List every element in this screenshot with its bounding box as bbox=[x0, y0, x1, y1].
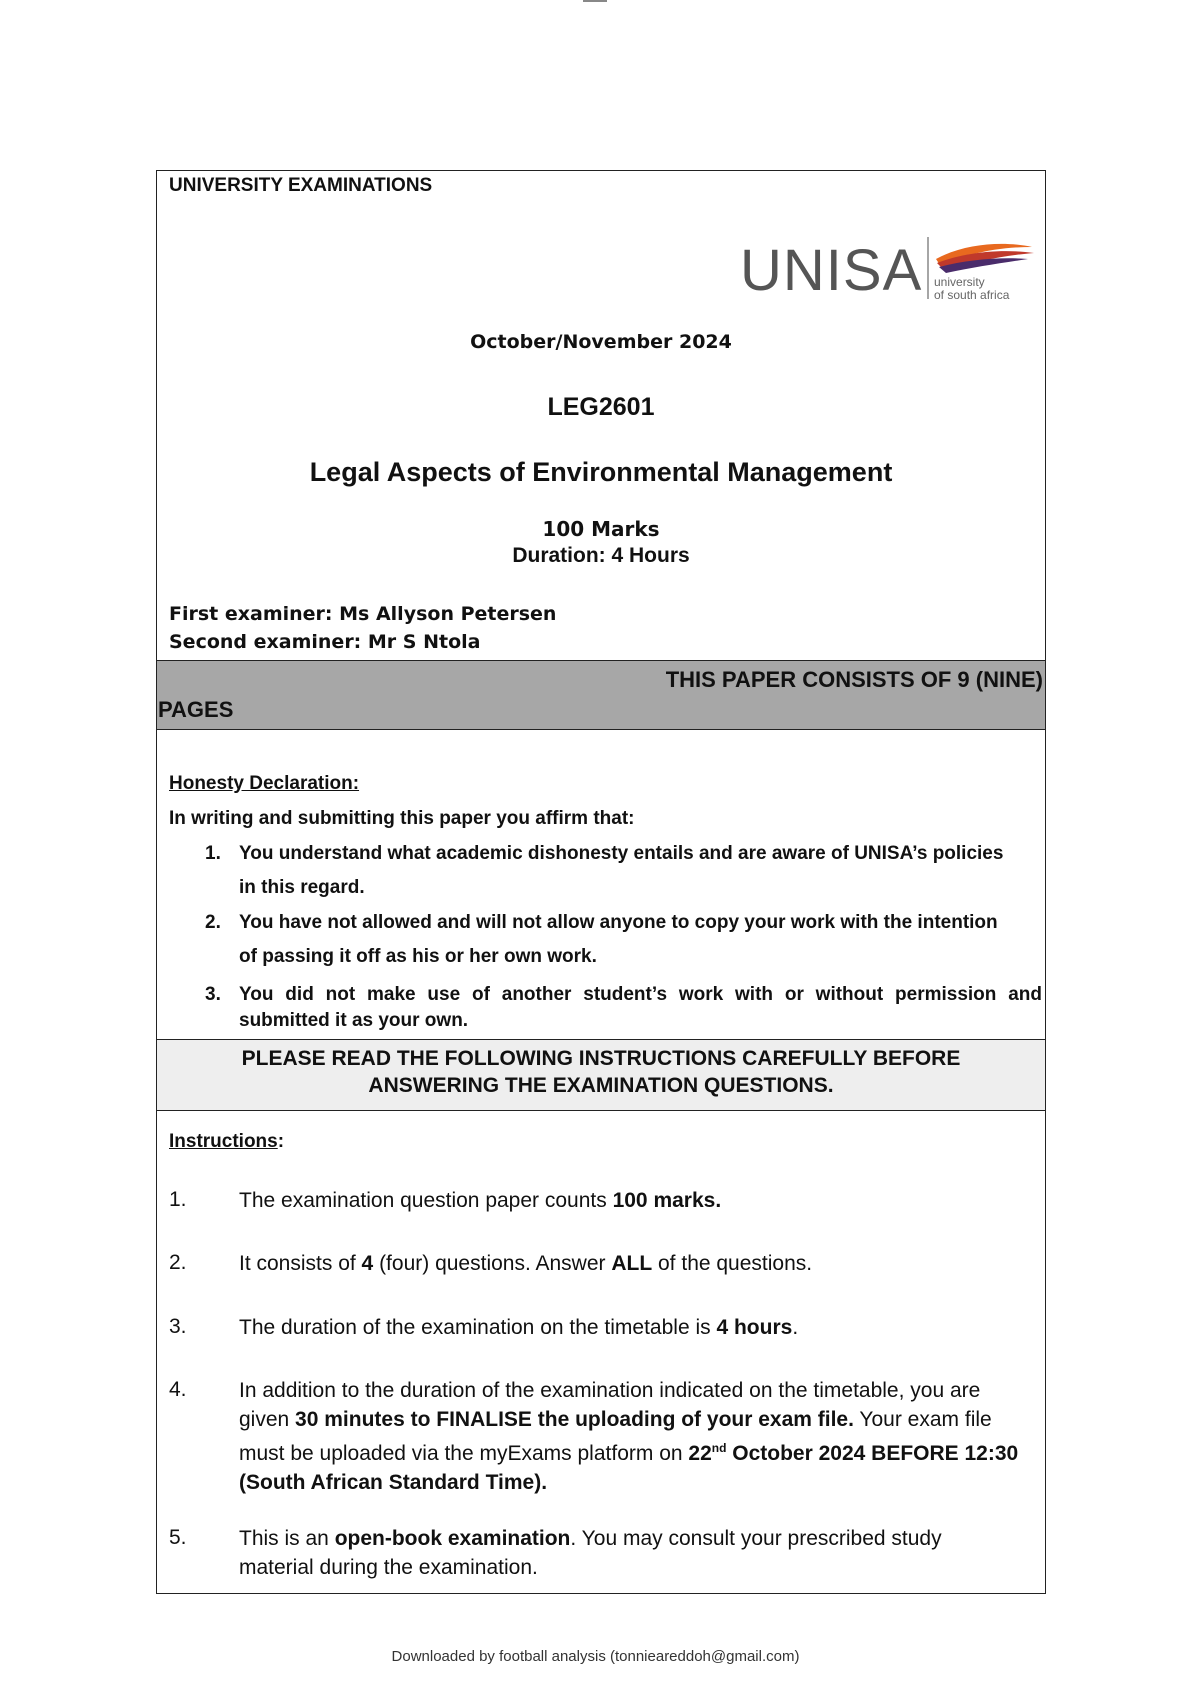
download-footer: Downloaded by football analysis (tonnieareddoh@gmail.com) bbox=[391, 1648, 800, 1665]
instruction-number: 2. bbox=[169, 1251, 187, 1274]
honesty-item-text-line2: submitted it as your own. bbox=[239, 1010, 469, 1031]
instruction-number: 3. bbox=[169, 1315, 187, 1338]
instruction-number: 5. bbox=[169, 1526, 187, 1549]
second-examiner: Second examiner: Mr S Ntola bbox=[169, 631, 481, 653]
instruction-text: In addition to the duration of the examination indicated on the timetable, you are given 30 minutes to FINALISE the uploading of your exam file. Your exam file must be uploaded via the myExams platform on 22nd October 2024 BEFORE 12:30 (South African Standard Time). bbox=[239, 1379, 1019, 1494]
instructions-heading bbox=[169, 1131, 284, 1153]
logo-sub-line1: university bbox=[934, 275, 985, 289]
notice-line2: ANSWERING THE EXAMINATION QUESTIONS. bbox=[368, 1074, 834, 1097]
instruction-text: The examination question paper counts 100 marks. bbox=[239, 1189, 722, 1212]
page-count-band bbox=[157, 660, 1045, 730]
honesty-intro: In writing and submitting this paper you affirm that: bbox=[169, 808, 635, 829]
honesty-item-number: 2. bbox=[205, 912, 221, 933]
unisa-logo-graphic bbox=[740, 233, 1036, 303]
honesty-heading: Honesty Declaration: bbox=[169, 773, 360, 794]
exam-cover-frame bbox=[156, 170, 1046, 1594]
instruction-number: 4. bbox=[169, 1378, 187, 1401]
honesty-item-text-line1: You did not make use of another student’s work with or without permission and bbox=[239, 984, 1042, 1005]
total-marks: 100 Marks bbox=[542, 517, 660, 541]
instructions-heading-colon: : bbox=[277, 1131, 285, 1152]
honesty-item-number: 3. bbox=[205, 984, 221, 1005]
logo-sub-line2: of south africa bbox=[934, 288, 1010, 302]
first-examiner: First examiner: Ms Allyson Petersen bbox=[169, 603, 557, 625]
instruction-text: The duration of the examination on the timetable is 4 hours. bbox=[239, 1316, 799, 1339]
exam-header-label: UNIVERSITY EXAMINATIONS bbox=[169, 175, 433, 196]
instruction-text: This is an open-book examination. You may consult your prescribed study material during the examination. bbox=[239, 1527, 942, 1579]
logo-wordmark: UNISA bbox=[740, 238, 923, 303]
unisa-logo bbox=[740, 233, 1036, 303]
module-code: LEG2601 bbox=[547, 393, 655, 421]
exam-duration: Duration: 4 Hours bbox=[512, 544, 690, 567]
instruction-text: It consists of 4 (four) questions. Answer ALL of the questions. bbox=[239, 1252, 813, 1275]
honesty-item-text-line1: You understand what academic dishonesty entails and are aware of UNISA’s policies bbox=[239, 843, 1004, 864]
honesty-item-number: 1. bbox=[205, 843, 221, 864]
page-count-line1: THIS PAPER CONSISTS OF 9 (NINE) bbox=[665, 667, 1043, 692]
page-top-mark bbox=[583, 0, 607, 2]
honesty-item-text-line2: in this regard. bbox=[239, 877, 365, 898]
module-title: Legal Aspects of Environmental Management bbox=[309, 457, 893, 487]
honesty-item-text-line1: You have not allowed and will not allow anyone to copy your work with the intention bbox=[239, 912, 998, 933]
page-count-line2: PAGES bbox=[158, 697, 234, 722]
instructions-heading-text: Instructions bbox=[169, 1131, 278, 1152]
instructions-notice-band bbox=[157, 1039, 1045, 1111]
exam-session: October/November 2024 bbox=[470, 331, 732, 353]
notice-line1: PLEASE READ THE FOLLOWING INSTRUCTIONS CAREFULLY BEFORE bbox=[241, 1047, 961, 1070]
honesty-item-text-line2: of passing it off as his or her own work. bbox=[239, 946, 597, 967]
instruction-number: 1. bbox=[169, 1188, 187, 1211]
